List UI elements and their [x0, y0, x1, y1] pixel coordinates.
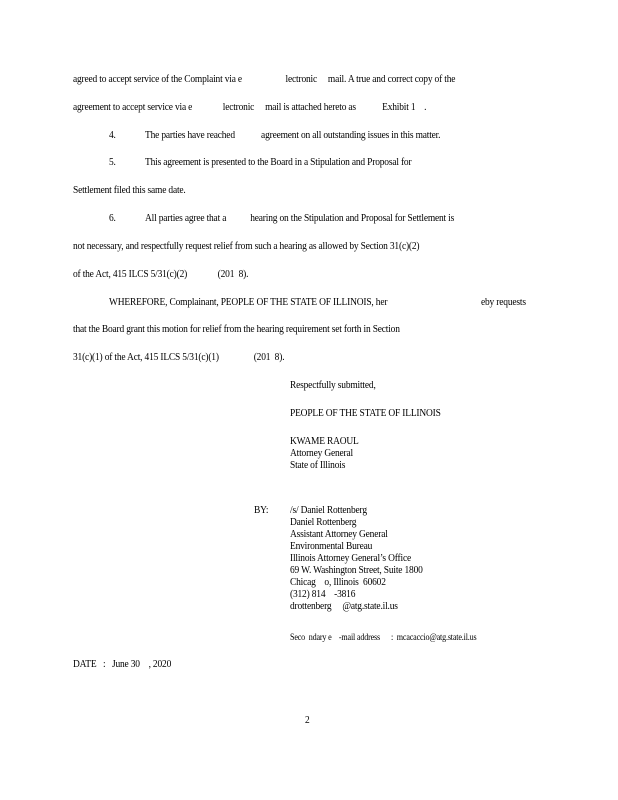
- paragraph-number: 5.: [109, 157, 116, 168]
- wherefore-line-end: eby requests: [481, 297, 526, 308]
- date-line: DATE : June 30 , 2020: [73, 659, 172, 670]
- attorney-general-title: Attorney General: [290, 448, 353, 459]
- signer-email[interactable]: drottenberg @atg.state.il.us: [290, 601, 398, 612]
- signature-party: PEOPLE OF THE STATE OF ILLINOIS: [290, 408, 441, 419]
- page-number: 2: [305, 715, 310, 726]
- signer-line: /s/ Daniel Rottenberg: [290, 505, 367, 516]
- signer-line: Chicag o, Illinois 60602: [290, 577, 386, 588]
- wherefore-line: that the Board grant this motion for relief from the hearing requirement set forth in Section: [73, 324, 400, 335]
- signer-line: 69 W. Washington Street, Suite 1800: [290, 565, 423, 576]
- signature-closing: Respectfully submitted,: [290, 380, 376, 391]
- paragraph-line: not necessary, and respectfully request relief from such a hearing as allowed by Section 31(c)(2): [73, 241, 420, 252]
- signer-line: Environmental Bureau: [290, 541, 373, 552]
- paragraph-line: Settlement filed this same date.: [73, 185, 186, 196]
- signer-line: Assistant Attorney General: [290, 529, 388, 540]
- wherefore-line: WHEREFORE, Complainant, PEOPLE OF THE STATE OF ILLINOIS, her: [109, 297, 388, 308]
- paragraph-number: 4.: [109, 130, 116, 141]
- secondary-email[interactable]: Seco ndary e -mail address : mcacaccio@atg.state.il.us: [290, 632, 477, 642]
- signer-line: Daniel Rottenberg: [290, 517, 357, 528]
- paragraph-number: 6.: [109, 213, 116, 224]
- signer-line: Illinois Attorney General’s Office: [290, 553, 411, 564]
- paragraph-line: agreement to accept service via e lectronic mail is attached hereto as Exhibit 1 .: [73, 102, 427, 113]
- paragraph-line: agreed to accept service of the Complaint via e lectronic mail. A true and correct copy of the: [73, 74, 456, 85]
- paragraph-line: This agreement is presented to the Board in a Stipulation and Proposal for: [145, 157, 412, 168]
- attorney-general-block: [290, 436, 359, 472]
- wherefore-line: 31(c)(1) of the Act, 415 ILCS 5/31(c)(1) (201 8).: [73, 352, 285, 363]
- paragraph-line: The parties have reached agreement on all outstanding issues in this matter.: [145, 130, 441, 141]
- paragraph-line: All parties agree that a hearing on the Stipulation and Proposal for Settlement is: [145, 213, 455, 224]
- paragraph-line: of the Act, 415 ILCS 5/31(c)(2) (201 8).: [73, 269, 249, 280]
- signer-line: (312) 814 -3816: [290, 589, 356, 600]
- by-label: BY:: [254, 505, 269, 516]
- signer-block: [290, 505, 423, 613]
- attorney-general-state: State of Illinois: [290, 460, 346, 471]
- attorney-general-name: KWAME RAOUL: [290, 436, 359, 447]
